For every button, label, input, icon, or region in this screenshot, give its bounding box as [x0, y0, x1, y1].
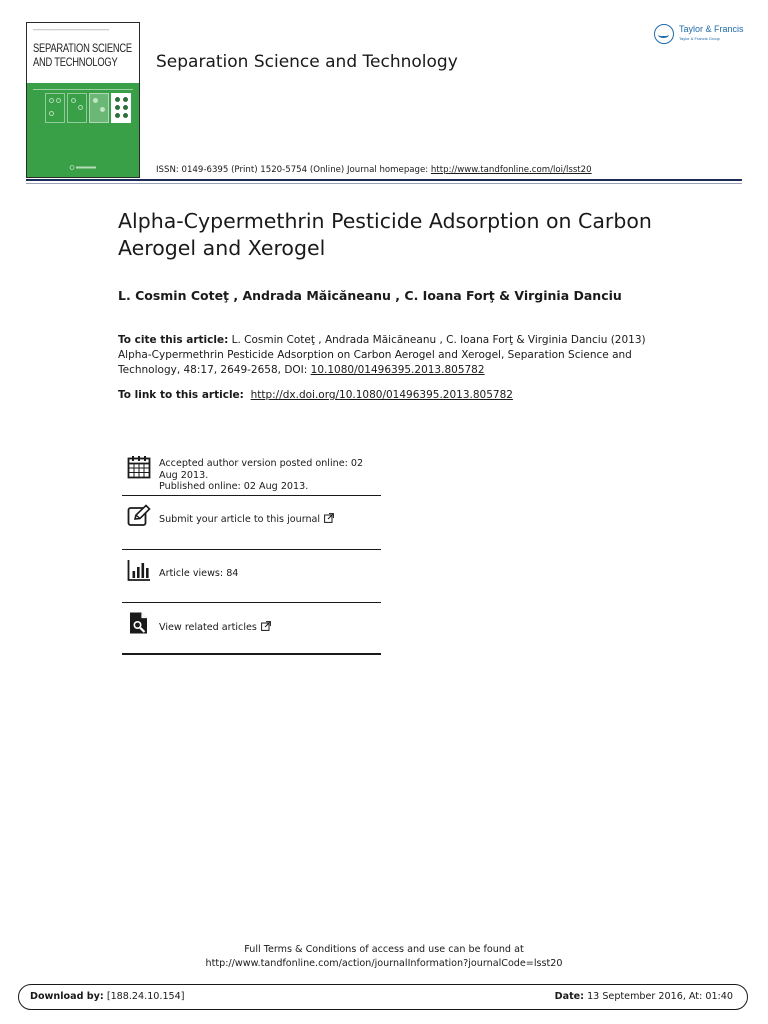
cover-small-print: ━━━━━━━━━━━━━━━━━━━━━━━━━━━━━━━━━━━━━━ [33, 28, 110, 32]
header-divider [26, 179, 742, 181]
bar-chart-icon [127, 558, 151, 582]
issn-line [156, 165, 592, 175]
header-divider-thin [26, 183, 742, 184]
cover-rule [33, 89, 133, 90]
download-by-value: [188.24.10.154] [103, 991, 185, 1002]
terms-link[interactable]: http://www.tandfonline.com/action/journalInformation?journalCode=lsst20 [205, 957, 563, 969]
download-date-value: 13 September 2016, At: 01:40 [584, 991, 733, 1002]
external-link-icon [324, 513, 334, 523]
article-title: Alpha-Cypermethrin Pesticide Adsorption on Carbon Aerogel and Xerogel [118, 209, 652, 260]
search-document-icon [127, 611, 151, 635]
article-link-label: To link to this article: [118, 389, 244, 401]
article-link-url[interactable]: http://dx.doi.org/10.1080/01496395.2013.805782 [250, 389, 513, 401]
submit-article-row[interactable] [122, 496, 382, 548]
publisher-subtitle: Taylor & Francis Group [679, 36, 720, 41]
download-date-label: Date: [554, 991, 585, 1002]
cover-title-line1: SEPARATION SCIENCE [33, 41, 132, 55]
calendar-icon [127, 455, 151, 479]
journal-homepage-link[interactable]: http://www.tandfonline.com/loi/lsst20 [430, 165, 592, 175]
doi-link[interactable]: 10.1080/01496395.2013.805782 [310, 364, 485, 376]
issn-text: ISSN: 0149-6395 (Print) 1520-5754 (Online) Journal homepage: [156, 165, 429, 175]
citation-block [118, 333, 648, 378]
info-bottom-divider [122, 653, 381, 655]
edit-icon [127, 504, 151, 528]
cover-title [33, 41, 132, 69]
published-date: Published online: 02 Aug 2013. [159, 481, 309, 492]
article-views: Article views: 84 [159, 568, 239, 579]
download-date [555, 991, 733, 1002]
citation-label: To cite this article: [118, 334, 229, 346]
submit-article-link[interactable] [159, 513, 334, 526]
cover-publisher-mark [69, 165, 99, 170]
related-articles-link[interactable] [159, 621, 271, 634]
related-articles-label: View related articles [159, 622, 257, 633]
cover-top [27, 23, 139, 83]
terms-line1: Full Terms & Conditions of access and use can be found at [244, 944, 524, 955]
cover-title-line2: AND TECHNOLOGY [33, 55, 118, 69]
article-authors: L. Cosmin Coteţ , Andrada Măicăneanu , C. Ioana Forţ & Virginia Danciu [118, 288, 622, 303]
publisher-logo-icon [654, 24, 674, 44]
download-info-bar [18, 984, 748, 1010]
journal-cover-image [26, 22, 140, 178]
download-by-label: Download by: [30, 991, 104, 1002]
publisher-logo[interactable] [654, 22, 746, 48]
article-link-line [118, 389, 513, 401]
cover-pattern [45, 93, 131, 123]
publication-dates-row [122, 452, 382, 496]
accepted-date-line2: Aug 2013. [159, 469, 209, 481]
accepted-date-line1: Accepted author version posted online: 02 [159, 458, 364, 469]
terms-and-conditions [0, 943, 768, 970]
related-articles-row[interactable] [122, 603, 382, 655]
citation-text: L. Cosmin Coteţ , Andrada Măicăneanu , C. Ioana Forţ & Virginia Danciu (2013) Alpha-Cypermethrin Pesticide Adsorption on Carbon Aerogel and Xerogel, Separation Science and Technology, 48:17, 2649-2658, DOI: [118, 334, 646, 376]
download-by [30, 991, 185, 1002]
publisher-name: Taylor & Francis [679, 24, 744, 34]
external-link-icon [261, 621, 271, 631]
article-views-row [122, 550, 382, 602]
journal-title: Separation Science and Technology [156, 52, 458, 72]
submit-article-label: Submit your article to this journal [159, 514, 321, 525]
publication-dates [159, 458, 363, 493]
